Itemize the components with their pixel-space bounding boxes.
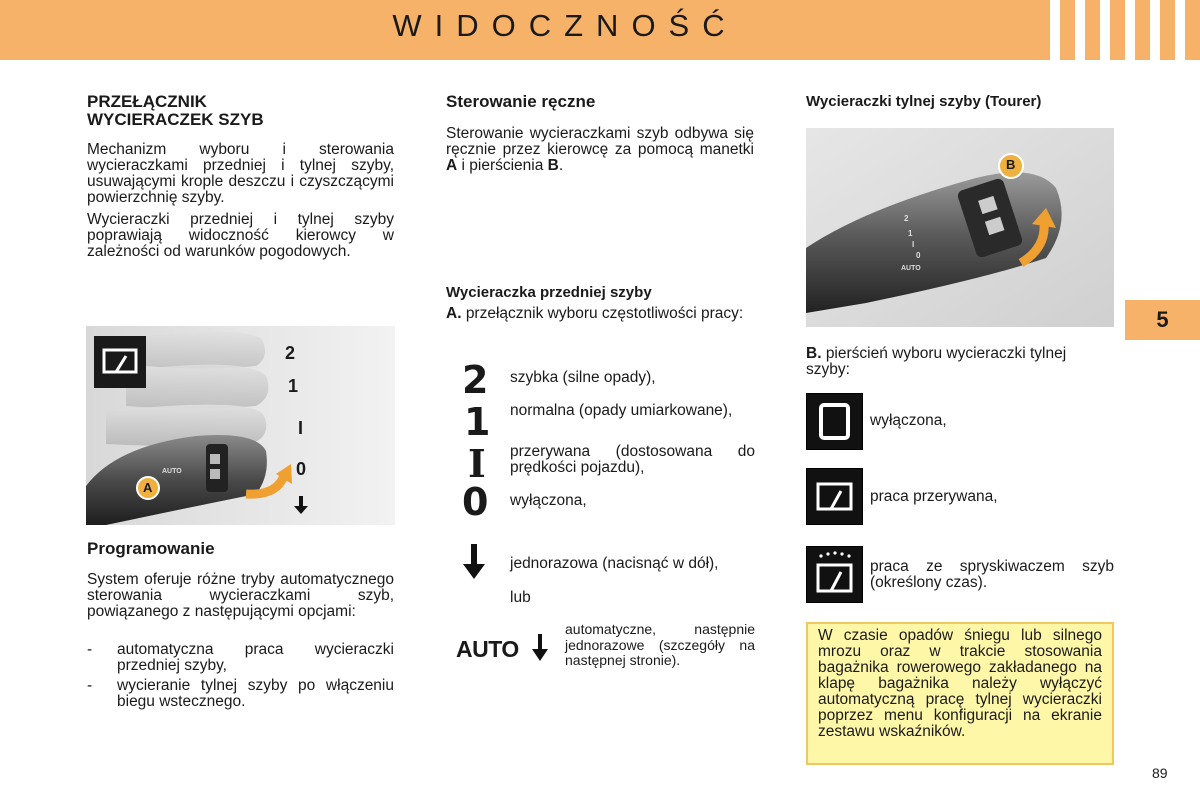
programming-heading: Programowanie — [87, 539, 215, 558]
off-0-symbol: 0 — [462, 480, 489, 524]
mode-description: szybka (silne opady), — [510, 369, 656, 386]
heading-line: PRZEŁĄCZNIK — [87, 92, 207, 111]
header-stripe — [1075, 0, 1085, 60]
ring-mark: I — [912, 240, 915, 249]
header-stripe — [1100, 0, 1110, 60]
header-stripe — [1050, 0, 1060, 60]
section-heading: Sterowanie ręczne — [446, 92, 596, 111]
mode-description: jednorazowa (nacisnąć w dół), — [510, 555, 719, 572]
mode-mark: 2 — [285, 343, 296, 363]
ring-label: AUTO — [901, 265, 921, 272]
down-arrow-icon — [531, 634, 549, 664]
rear-washer-icon — [806, 546, 863, 603]
page-title: WIDOCZNOŚĆ — [392, 8, 738, 43]
mode-mark: 0 — [296, 459, 307, 479]
rear-wiper-photo — [806, 128, 1114, 327]
intro-paragraph: Mechanizm wyboru i sterowania wycieraczkami przedniej i tylnej szyby, usuwającymi krople deszczu i czyszczącymi powierzchnię szyby. — [87, 141, 394, 206]
off-icon — [806, 393, 863, 450]
ring-mark: 0 — [916, 251, 921, 260]
stalk-photo — [86, 326, 395, 525]
heading-line: WYCIERACZEK SZYB — [87, 110, 264, 129]
bullet-dash: - — [87, 641, 93, 658]
auto-description: automatyczne, następnie jednorazowe (szczegóły na następnej stronie). — [565, 621, 755, 668]
mode-mark: 1 — [288, 376, 299, 396]
section-heading — [87, 93, 387, 129]
front-wiper-heading: Wycieraczka przedniej szyby — [446, 284, 652, 301]
bullet-text: automatyczna praca wycieraczki przedniej szyby, — [117, 641, 394, 674]
rear-wiper-icon — [806, 468, 863, 525]
callout-b: B — [1006, 157, 1016, 172]
warning-note: W czasie opadów śniegu lub silnego mrozu oraz w trakcie stosowania bagażnika rowerowego zakładanego na klapę bagażnika należy wyłączyć automatyczną pracę tylnej wycieraczki poprzez menu konfiguracji na ekranie zestawu wskaźników. — [806, 622, 1114, 765]
mode-description: wyłączona, — [510, 492, 587, 509]
bullet-text: wycieranie tylnej szyby po włączeniu biegu wstecznego. — [117, 677, 394, 710]
intro-paragraph: Sterowanie wycieraczkami szyb odbywa się ręcznie przez kierowcę za pomocą manetki A i pierścienia B. — [446, 125, 754, 174]
header-stripe — [1175, 0, 1185, 60]
auto-symbol: AUTO — [456, 636, 519, 662]
mode-description: przerywana (dostosowana do prędkości pojazdu), — [510, 443, 755, 476]
stalk-illustration — [86, 326, 395, 525]
chapter-tab[interactable]: 5 — [1125, 300, 1200, 340]
stalk-label: AUTO — [162, 468, 182, 475]
option-description: praca ze spryskiwaczem szyb (określony czas). — [870, 558, 1114, 591]
intermittent-symbol: I — [468, 441, 486, 486]
option-description: wyłączona, — [870, 412, 947, 429]
speed-2-symbol: 2 — [462, 358, 489, 402]
mode-mark: I — [298, 418, 304, 438]
bullet-dash: - — [87, 677, 93, 694]
programming-paragraph: System oferuje różne tryby automatycznego sterowania wycieraczkami szyb, powiązanego z następującymi opcjami: — [87, 571, 394, 620]
rear-wiper-illustration — [806, 128, 1114, 327]
front-wiper-description: A. przełącznik wyboru częstotliwości pracy: — [446, 305, 744, 322]
header-stripe — [1125, 0, 1135, 60]
ring-mark: 1 — [908, 229, 913, 238]
list-item — [87, 678, 394, 712]
option-description: praca przerywana, — [870, 488, 998, 505]
mode-description: normalna (opady umiarkowane), — [510, 402, 733, 419]
header-band — [0, 0, 1200, 60]
ring-description: B. pierścień wyboru wycieraczki tylnej szyby: — [806, 345, 1067, 378]
speed-1-symbol: 1 — [464, 400, 491, 444]
down-arrow-icon — [462, 544, 486, 580]
ring-mark: 2 — [904, 214, 909, 223]
header-stripe — [1150, 0, 1160, 60]
callout-a: A — [143, 480, 153, 495]
list-item — [87, 642, 394, 676]
rear-wiper-heading: Wycieraczki tylnej szyby (Tourer) — [806, 93, 1042, 110]
intro-paragraph: Wycieraczki przedniej i tylnej szyby poprawiają widoczność kierowcy w zależności od warunków pogodowych. — [87, 211, 394, 260]
or-text: lub — [510, 589, 531, 606]
page-number: 89 — [1152, 765, 1168, 781]
